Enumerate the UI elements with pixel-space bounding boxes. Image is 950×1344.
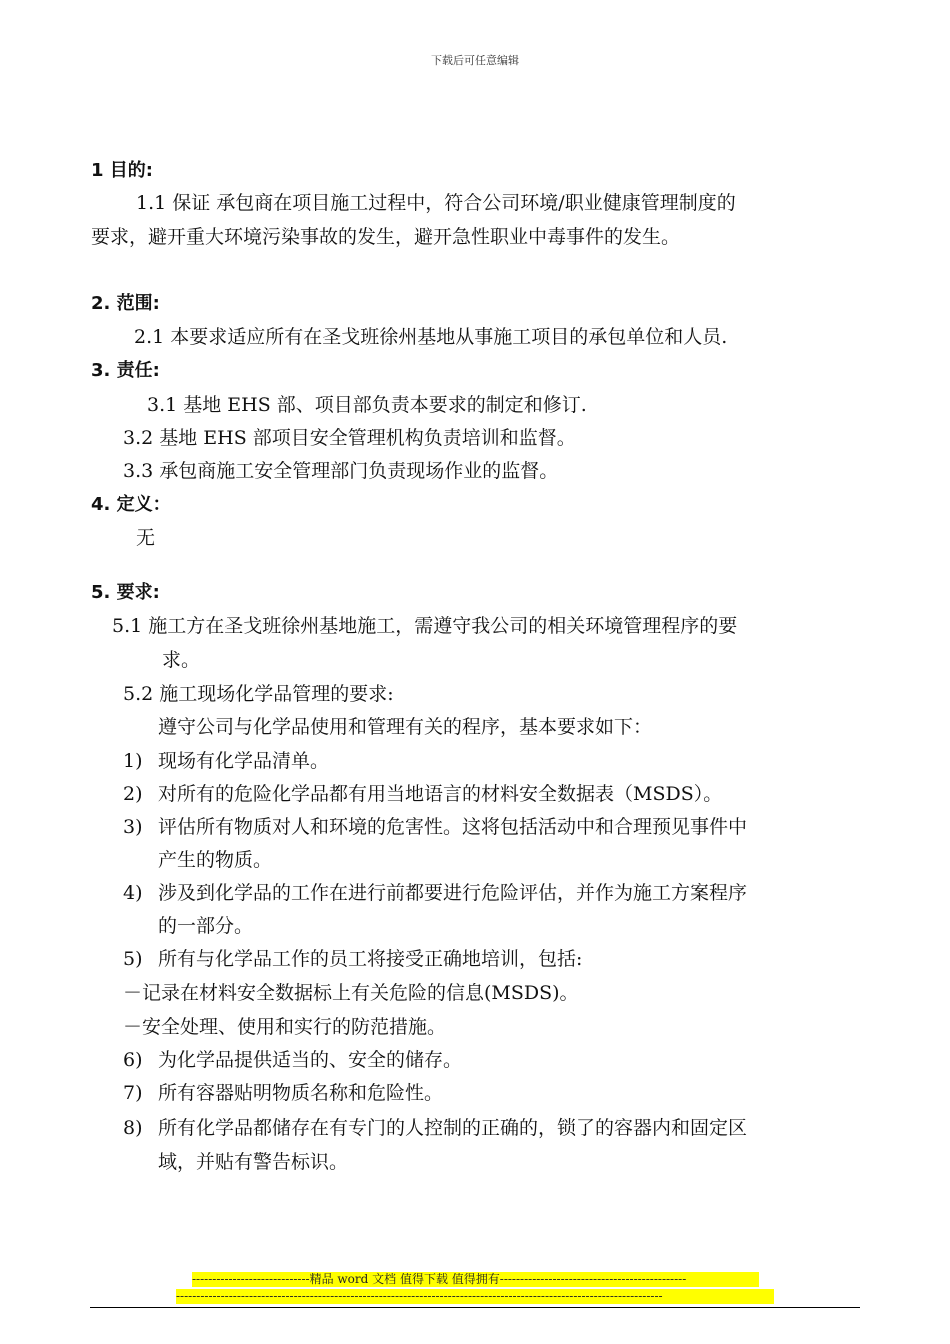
list-item-number: 6) [123,1049,143,1071]
list-item-number: 3) [123,816,143,838]
footer-banner: -----------------------------精品 word 文档 值得下载 值得拥有---------------------------------------------- [192,1272,759,1287]
list-item-number: 1) [123,750,143,772]
paragraph-3-2: 3.2 基地 EHS 部项目安全管理机构负责培训和监督。 [123,427,576,449]
section-1-heading: 1 目的: [91,160,153,181]
list-item-text-continued: 域，并贴有警告标识。 [158,1151,349,1173]
list-item-text-continued: 的一部分。 [158,915,254,937]
paragraph-5-1-line-1: 5.1 施工方在圣戈班徐州基地施工，需遵守我公司的相关环境管理程序的要 [112,615,738,637]
paragraph-2-1: 2.1 本要求适应所有在圣戈班徐州基地从事施工项目的承包单位和人员. [134,326,728,348]
footer-banner-dashes: ------------------------------------------------------------------------------------------------------------------------ [176,1289,774,1304]
paragraph-5-1-line-2: 求。 [162,649,201,671]
list-item-text: 评估所有物质对人和环境的危害性。这将包括活动中和合理预见事件中 [158,816,748,838]
paragraph-1-1-line-1: 1.1 保证 承包商在项目施工过程中，符合公司环境/职业健康管理制度的 [136,192,736,214]
list-item-text: 所有化学品都储存在有专门的人控制的正确的，锁了的容器内和固定区 [158,1117,748,1139]
footer-divider [90,1307,860,1308]
header-note: 下载后可任意编辑 [431,54,519,67]
paragraph-3-3: 3.3 承包商施工安全管理部门负责现场作业的监督。 [123,460,559,482]
list-item-number: 7) [123,1082,143,1104]
section-4-heading: 4. 定义： [91,494,171,515]
list-item-number: 4) [123,882,143,904]
list-item-number: 2) [123,783,143,805]
paragraph-1-1-line-2: 要求，避开重大环境污染事故的发生，避开急性职业中毒事件的发生。 [91,226,681,248]
definition-body: 无 [136,527,156,549]
list-item-number: 5) [123,948,143,970]
list-item-text: 涉及到化学品的工作在进行前都要进行危险评估，并作为施工方案程序 [158,882,748,904]
paragraph-3-1: 3.1 基地 EHS 部、项目部负责本要求的制定和修订. [147,394,587,416]
list-item-number: 8) [123,1117,143,1139]
section-3-heading: 3. 责任: [91,360,160,381]
list-item-text: 所有容器贴明物质名称和危险性。 [158,1082,444,1104]
paragraph-5-2-intro: 遵守公司与化学品使用和管理有关的程序，基本要求如下： [158,716,653,738]
dash-item: －安全处理、使用和实行的防范措施。 [123,1016,447,1038]
list-item-text: 为化学品提供适当的、安全的储存。 [158,1049,463,1071]
section-2-heading: 2. 范围: [91,293,160,314]
dash-item: －记录在材料安全数据标上有关危险的信息(MSDS)。 [123,982,579,1004]
list-item-text: 现场有化学品清单。 [158,750,330,772]
list-item-text: 对所有的危险化学品都有用当地语言的材料安全数据表（MSDS）。 [158,783,723,805]
list-item-text: 所有与化学品工作的员工将接受正确地培训，包括: [158,948,583,970]
paragraph-5-2-title: 5.2 施工现场化学品管理的要求: [123,683,394,705]
section-5-heading: 5. 要求: [91,582,160,603]
list-item-text-continued: 产生的物质。 [158,849,273,871]
